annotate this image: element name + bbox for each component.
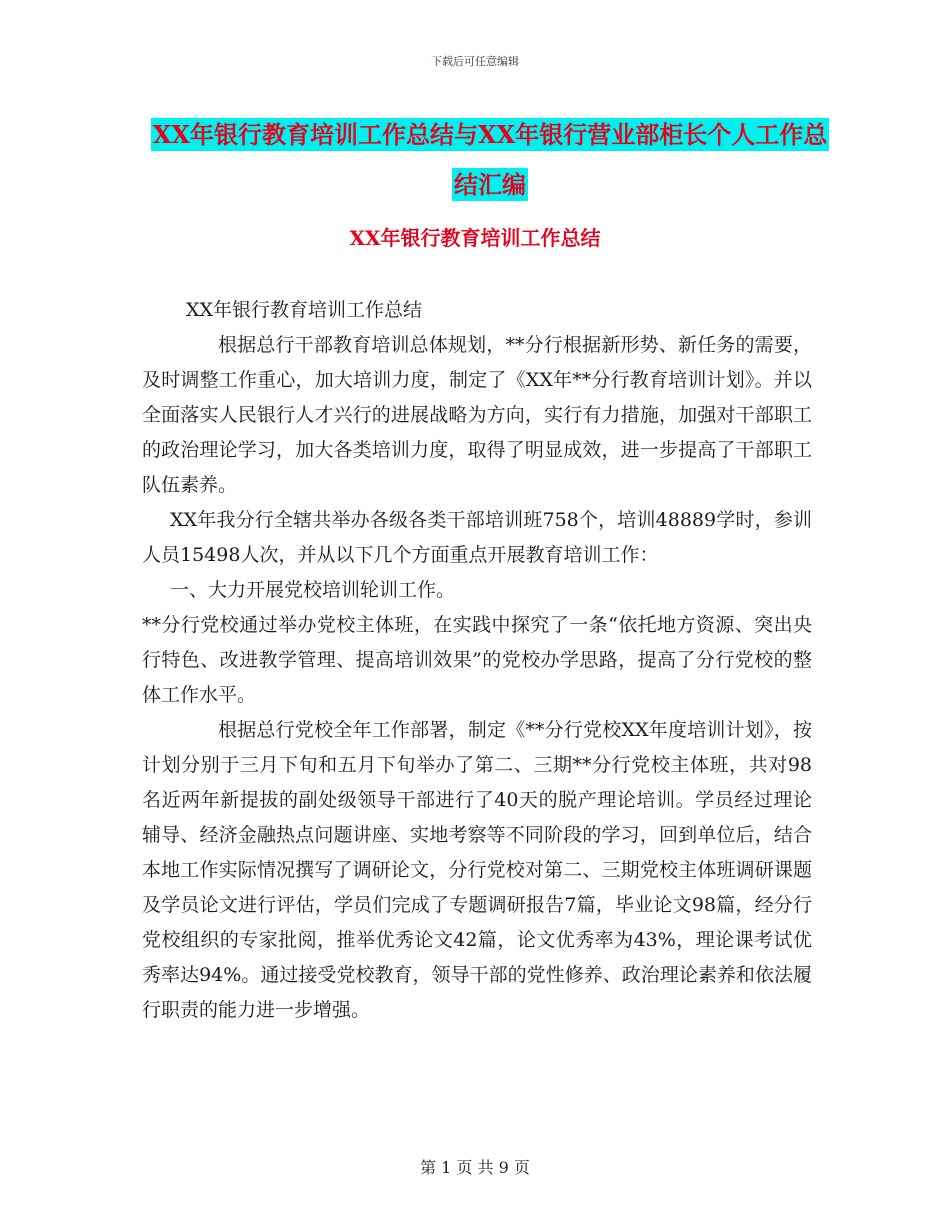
main-title-text: XX年银行教育培训工作总结与XX年银行营业部柜长个人工作总结汇编 xyxy=(152,120,828,199)
paragraph-text: XX年我分行全辖共举办各级各类干部培训班758个，培训48889学时，参训人员15498人次，并从以下几个方面重点开展教育培训工作： xyxy=(142,509,812,566)
paragraph-subtitle: XX年银行教育培训工作总结 xyxy=(186,299,423,321)
page-footer: 第 1 页 共 9 页 xyxy=(420,1158,530,1177)
body-text xyxy=(142,293,812,1028)
main-title xyxy=(140,110,840,210)
paragraph: 根据总行干部教育培训总体规划，**分行根据新形势、新任务的需要，及时调整工作重心，加大培训力度，制定了《XX年**分行教育培训计划》。并以全面落实人民银行人才兴行的进展战略为方向，实行有力措施，加强对干部职工的政治理论学习，加大各类培训力度，取得了明显成效，进一步提高了干部职工队伍素养。 xyxy=(142,334,812,496)
paragraph: **分行党校通过举办党校主体班，在实践中探究了一条“依托地方资源、突出央行特色、改进教学管理、提高培训效果”的党校办学思路，提高了分行党校的整体工作水平。 xyxy=(142,614,812,706)
section-title: XX年银行教育培训工作总结 xyxy=(349,226,601,250)
header-note: 下载后可任意编辑 xyxy=(431,55,519,68)
paragraph: 根据总行党校全年工作部署，制定《**分行党校XX年度培训计划》，按计划分别于三月下旬和五月下旬举办了第二、三期**分行党校主体班，共对98名近两年新提拔的副处级领导干部进行了40天的脱产理论培训。学员经过理论辅导、经济金融热点问题讲座、实地考察等不同阶段的学习，回到单位后，结合本地工作实际情况撰写了调研论文，分行党校对第二、三期党校主体班调研课题及学员论文进行评估，学员们完成了专题调研报告7篇，毕业论文98篇，经分行党校组织的专家批阅，推举优秀论文42篇，论文优秀率为43%，理论课考试优秀率达94%。通过接受党校教育，领导干部的党性修养、政治理论素养和依法履行职责的能力进一步增强。 xyxy=(142,719,812,1021)
paragraph xyxy=(142,503,812,573)
paragraph-heading: 一、大力开展党校培训轮训工作。 xyxy=(170,579,456,601)
